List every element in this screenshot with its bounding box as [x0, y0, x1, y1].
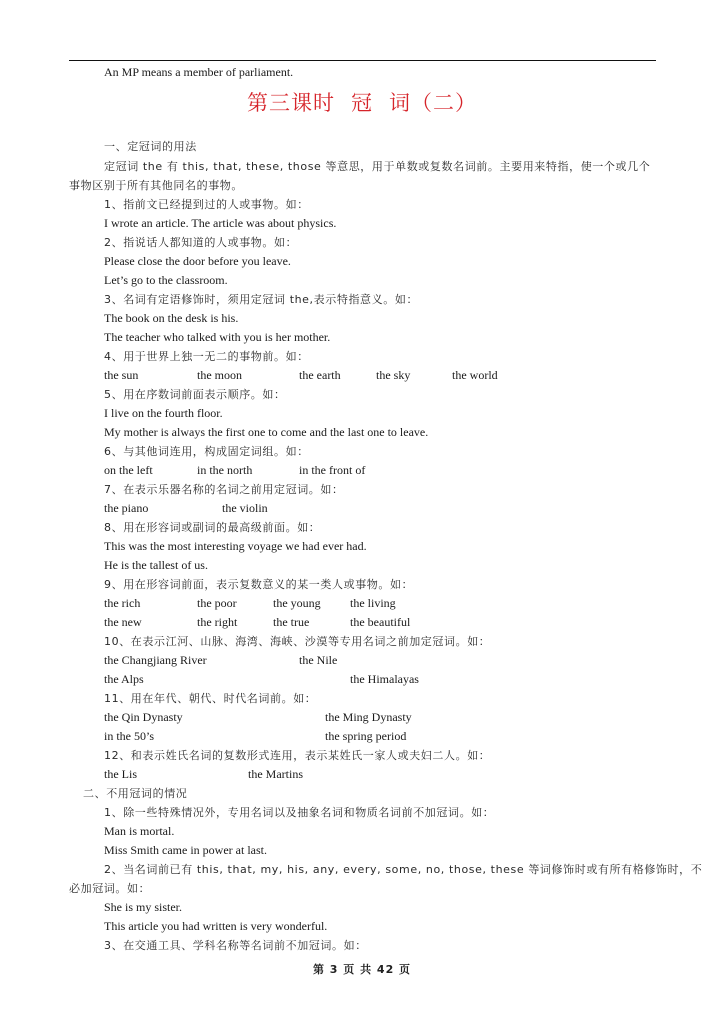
example-row: the Changjiang River the Nile: [104, 653, 338, 667]
example-line: My mother is always the first one to come and the last one to leave.: [104, 425, 429, 439]
example-row: the new the right the true the beautiful: [104, 615, 411, 629]
rule-label: 1、除一些特殊情况外，专用名词以及抽象名词和物质名词前不加冠词。如：: [104, 806, 495, 819]
example-row: on the left in the north in the front of: [104, 463, 366, 477]
example-line: Let’s go to the classroom.: [104, 273, 228, 287]
rule-label: 3、名词有定语修饰时，须用定冠词 the,表示特指意义。如：: [104, 293, 419, 306]
example-line: The book on the desk is his.: [104, 311, 239, 325]
example-line: The teacher who talked with you is her mother.: [104, 330, 331, 344]
rule-label: 5、用在序数词前面表示顺序。如：: [104, 388, 286, 401]
example-row: the Lis the Martins: [104, 767, 303, 781]
rule-label: 10、在表示江河、山脉、海湾、海峡、沙漠等专用名词之前加定冠词。如：: [104, 635, 491, 648]
example-row: the rich the poor the young the living: [104, 596, 396, 610]
paragraph-line: 定冠词 the 有 this, that, these, those 等意思，用于单数或复数名词前。主要用来特指，使一个或几个: [104, 160, 651, 173]
example-line: She is my sister.: [104, 900, 183, 914]
example-row: the Alps the Himalayas: [104, 672, 419, 686]
section-heading: 一、定冠词的用法: [104, 140, 197, 153]
example-line: Please close the door before you leave.: [104, 254, 291, 268]
rule-label: 1、指前文已经提到过的人或事物。如：: [104, 198, 309, 211]
example-line: I wrote an article. The article was about physics.: [104, 216, 337, 230]
example-row: the sun the moon the earth the sky the world: [104, 368, 498, 382]
example-line: This article you had written is very wonderful.: [104, 919, 328, 933]
page-footer: 第 3 页 共 42 页: [312, 963, 412, 976]
text-line: [0, 63, 724, 82]
rule-label: 7、在表示乐器名称的名词之前用定冠词。如：: [104, 483, 344, 496]
paragraph-line: 事物区别于所有其他同名的事物。: [69, 179, 243, 192]
example-row: the Qin Dynasty the Ming Dynasty: [104, 710, 412, 724]
rule-label: 2、指说话人都知道的人或事物。如：: [104, 236, 298, 249]
rule-label: 3、在交通工具、学科名称等名词前不加冠词。如：: [104, 939, 367, 952]
title-part: 第三课时: [247, 91, 335, 115]
example-row: in the 50’s the spring period: [104, 729, 407, 743]
rule-label: 9、用在形容词前面，表示复数意义的某一类人或事物。如：: [104, 578, 414, 591]
example-line: Miss Smith came in power at last.: [104, 843, 267, 857]
rule-label: 11、用在年代、朝代、时代名词前。如：: [104, 692, 317, 705]
sentence: An MP means a member of parliament.: [104, 65, 294, 79]
rule-label: 8、用在形容词或副词的最高级前面。如：: [104, 521, 321, 534]
example-line: He is the tallest of us.: [104, 558, 208, 572]
example-line: This was the most interesting voyage we had ever had.: [104, 539, 367, 553]
rule-label: 必加冠词。如：: [69, 882, 151, 895]
rule-label: 6、与其他词连用，构成固定词组。如：: [104, 445, 309, 458]
section-heading: 二、不用冠词的情况: [83, 787, 188, 800]
example-line: I live on the fourth floor.: [104, 406, 223, 420]
title-part: 冠: [351, 91, 373, 115]
example-row: the piano the violin: [104, 501, 268, 515]
example-line: Man is mortal.: [104, 824, 175, 838]
rule-label: 12、和表示姓氏名词的复数形式连用，表示某姓氏一家人或夫妇二人。如：: [104, 749, 491, 762]
lesson-title: [0, 87, 724, 117]
title-part: 词（二）: [389, 91, 477, 115]
header-rule: [69, 60, 656, 61]
rule-label: 4、用于世界上独一无二的事物前。如：: [104, 350, 309, 363]
rule-label: 2、当名词前已有 this, that, my, his, any, every, some, no, those, these 等词修饰时或有所有格修饰时，不: [104, 863, 703, 876]
